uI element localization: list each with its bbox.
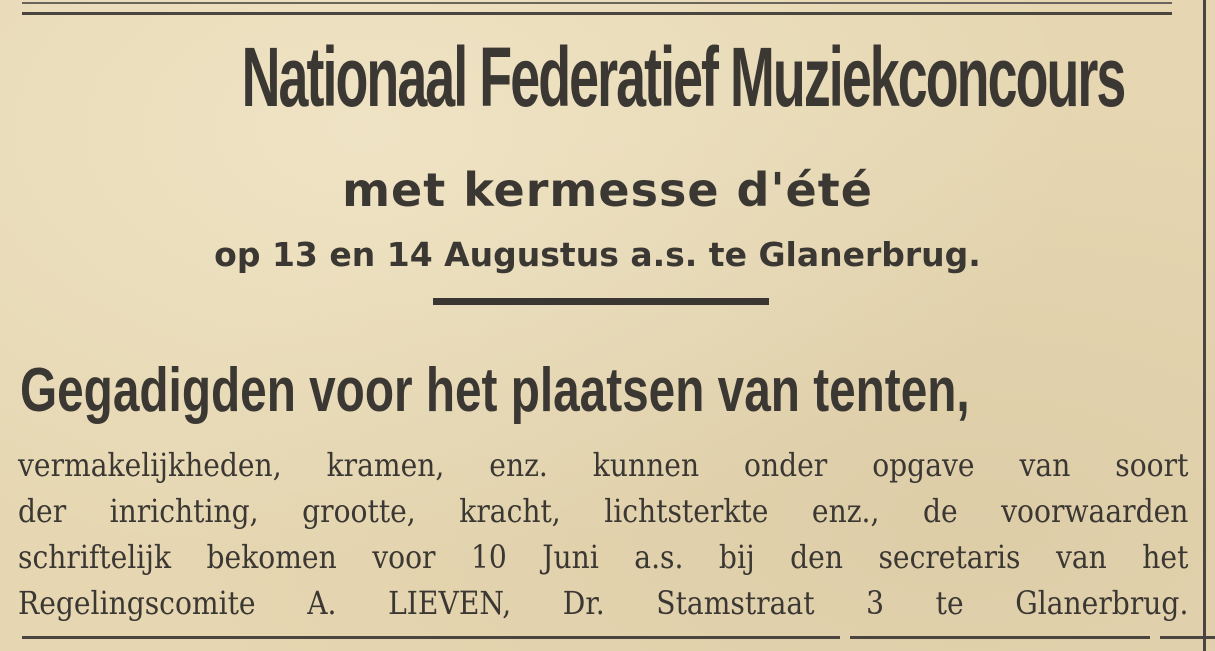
- advert-body-line-4: Regelingscomite A. LIEVEN, Dr. Stamstraat 3 te Glanerbrug.: [18, 584, 1189, 622]
- top-thin-rule: [22, 2, 1172, 4]
- advert-call-heading: Gegadigden voor het plaatsen van tenten,: [20, 356, 970, 425]
- advert-body-line-3: schriftelijk bekomen voor 10 Juni a.s. bij den secretaris van het: [18, 538, 1189, 576]
- advert-date-line: op 13 en 14 Augustus a.s. te Glanerbrug.: [214, 235, 981, 274]
- column-rule-right: [1203, 0, 1206, 651]
- top-rule: [22, 12, 1172, 15]
- bottom-rule-right: [1160, 636, 1215, 639]
- advert-subheadline: met kermesse d'été: [342, 163, 873, 217]
- advert-headline: Nationaal Federatief Muziekconcours: [241, 30, 1125, 124]
- bottom-rule-left: [22, 636, 840, 639]
- advert-body-line-2: der inrichting, grootte, kracht, lichtsterkte enz., de voorwaarden: [18, 492, 1189, 530]
- advert-body-line-1: vermakelijkheden, kramen, enz. kunnen onder opgave van soort: [18, 446, 1189, 484]
- section-divider: [433, 298, 769, 305]
- bottom-rule-middle: [850, 636, 1150, 639]
